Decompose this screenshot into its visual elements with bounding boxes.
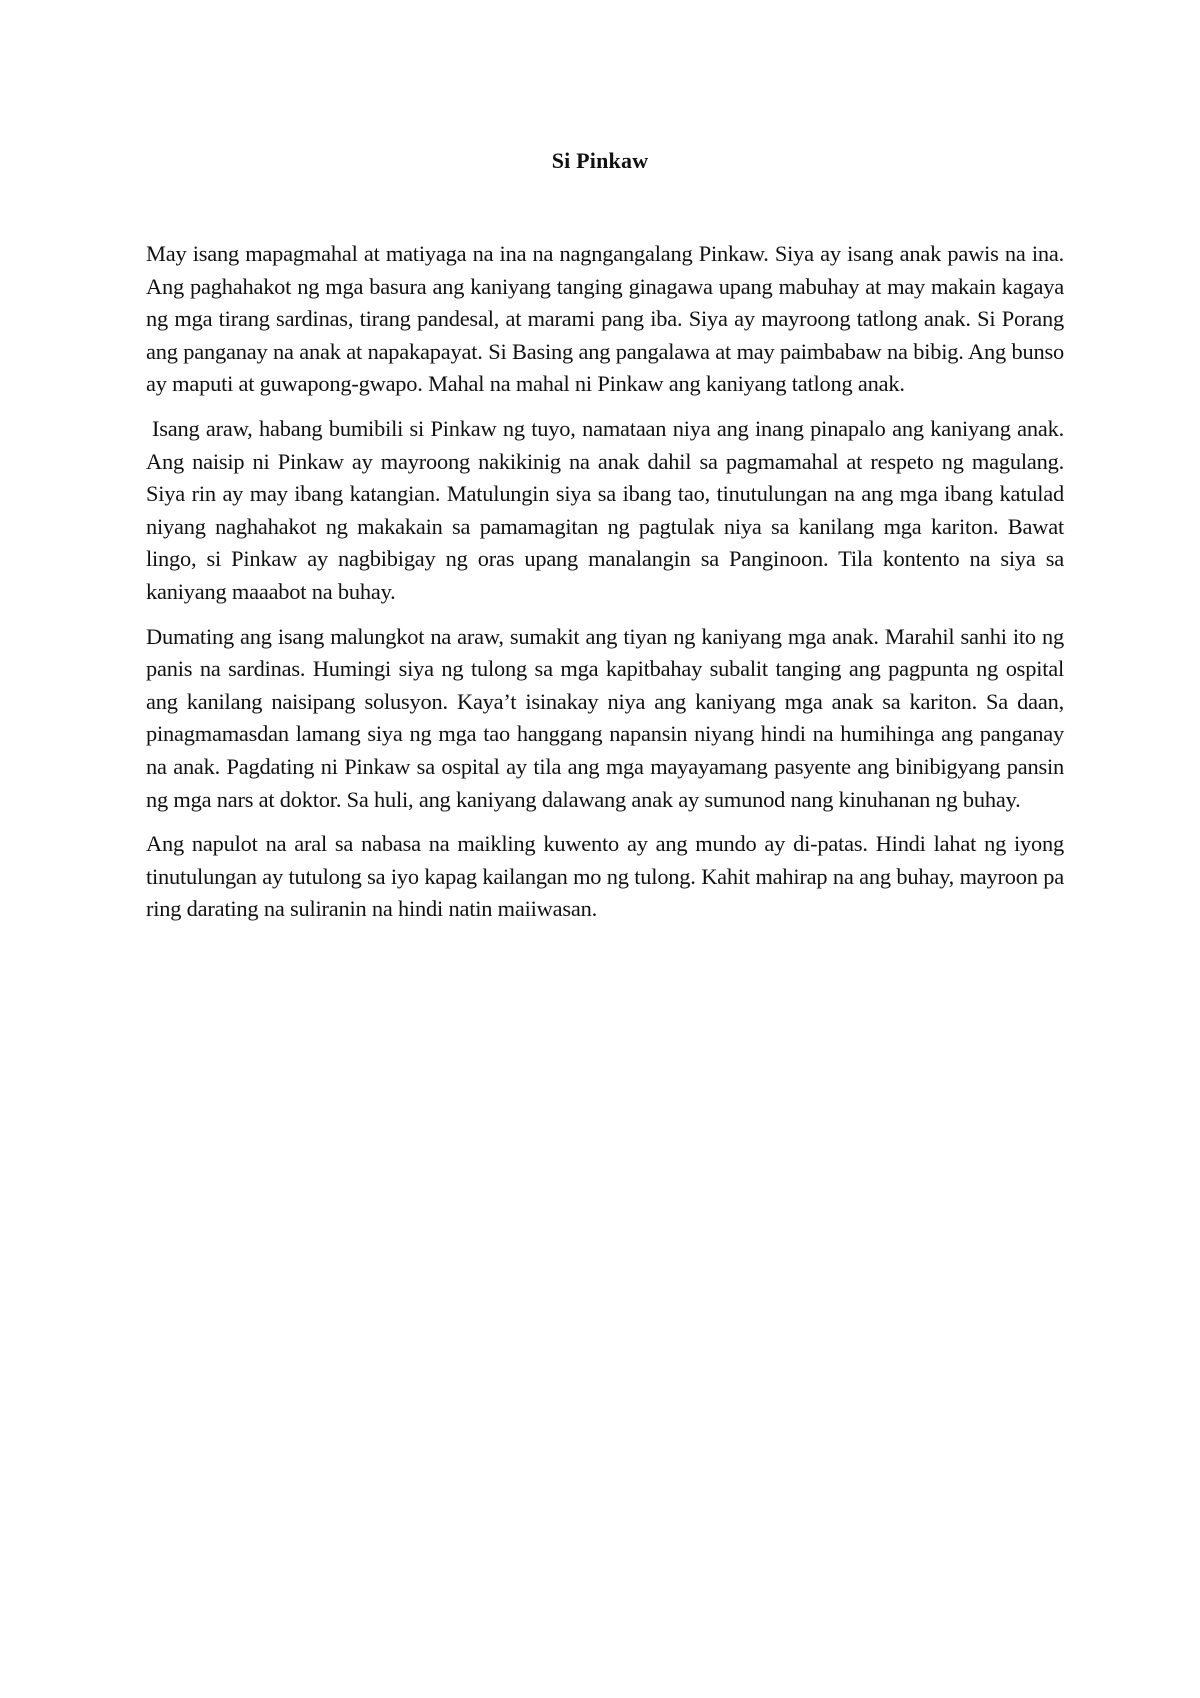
paragraph-3: Dumating ang isang malungkot na araw, sumakit ang tiyan ng kaniyang mga anak. Marahil sanhi ito ng panis na sardinas. Humingi siya ng tulong sa mga kapitbahay subalit tanging ang pagpunta ng ospital ang kanilang naisipang solusyon. Kaya’t isinakay niya ang kaniyang mga anak sa kariton. Sa daan, pinagmamasdan lamang siya ng mga tao hanggang napansin niyang hindi na humihinga ang panganay na anak. Pagdating ni Pinkaw sa ospital ay tila ang mga mayayamang pasyente ang binibigyang pansin ng mga nars at doktor. Sa huli, ang kaniyang dalawang anak ay sumunod nang kinuhanan ng buhay. bbox=[146, 623, 1064, 812]
paragraph-4: Ang napulot na aral sa nabasa na maikling kuwento ay ang mundo ay di-patas. Hindi lahat ng iyong tinutulungan ay tutulong sa iyo kapag kailangan mo ng tulong. Kahit mahirap na ang buhay, mayroon pa ring darating na suliranin na hindi natin maiiwasan. bbox=[146, 831, 1064, 922]
paragraph-1: May isang mapagmahal at matiyaga na ina na nagngangalang Pinkaw. Siya ay isang anak pawis na ina. Ang paghahakot ng mga basura ang kaniyang tanging ginagawa upang mabuhay at may makain kagaya ng mga tirang sardinas, tirang pandesal, at marami pang iba. Siya ay mayroong tatlong anak. Si Porang ang panganay na anak at napakapayat. Si Basing ang pangalawa at may paimbabaw na bibig. Ang bunso ay maputi at guwapong-gwapo. Mahal na mahal ni Pinkaw ang kaniyang tatlong anak. bbox=[146, 241, 1064, 397]
paragraph-2: Isang araw, habang bumibili si Pinkaw ng tuyo, namataan niya ang inang pinapalo ang kaniyang anak. Ang naisip ni Pinkaw ay mayroong nakikinig na anak dahil sa pagmamahal at respeto ng magulang. Siya rin ay may ibang katangian. Matulungin siya sa ibang tao, tinutulungan na ang mga ibang katulad niyang naghahakot ng makakain sa pamamagitan ng pagtulak niya sa kanilang mga kariton. Bawat lingo, si Pinkaw ay nagbibigay ng oras upang manalangin sa Panginoon. Tila kontento na siya sa kaniyang maaabot na buhay. bbox=[146, 415, 1064, 604]
document-title: Si Pinkaw bbox=[551, 148, 649, 173]
document-body bbox=[146, 238, 1064, 938]
